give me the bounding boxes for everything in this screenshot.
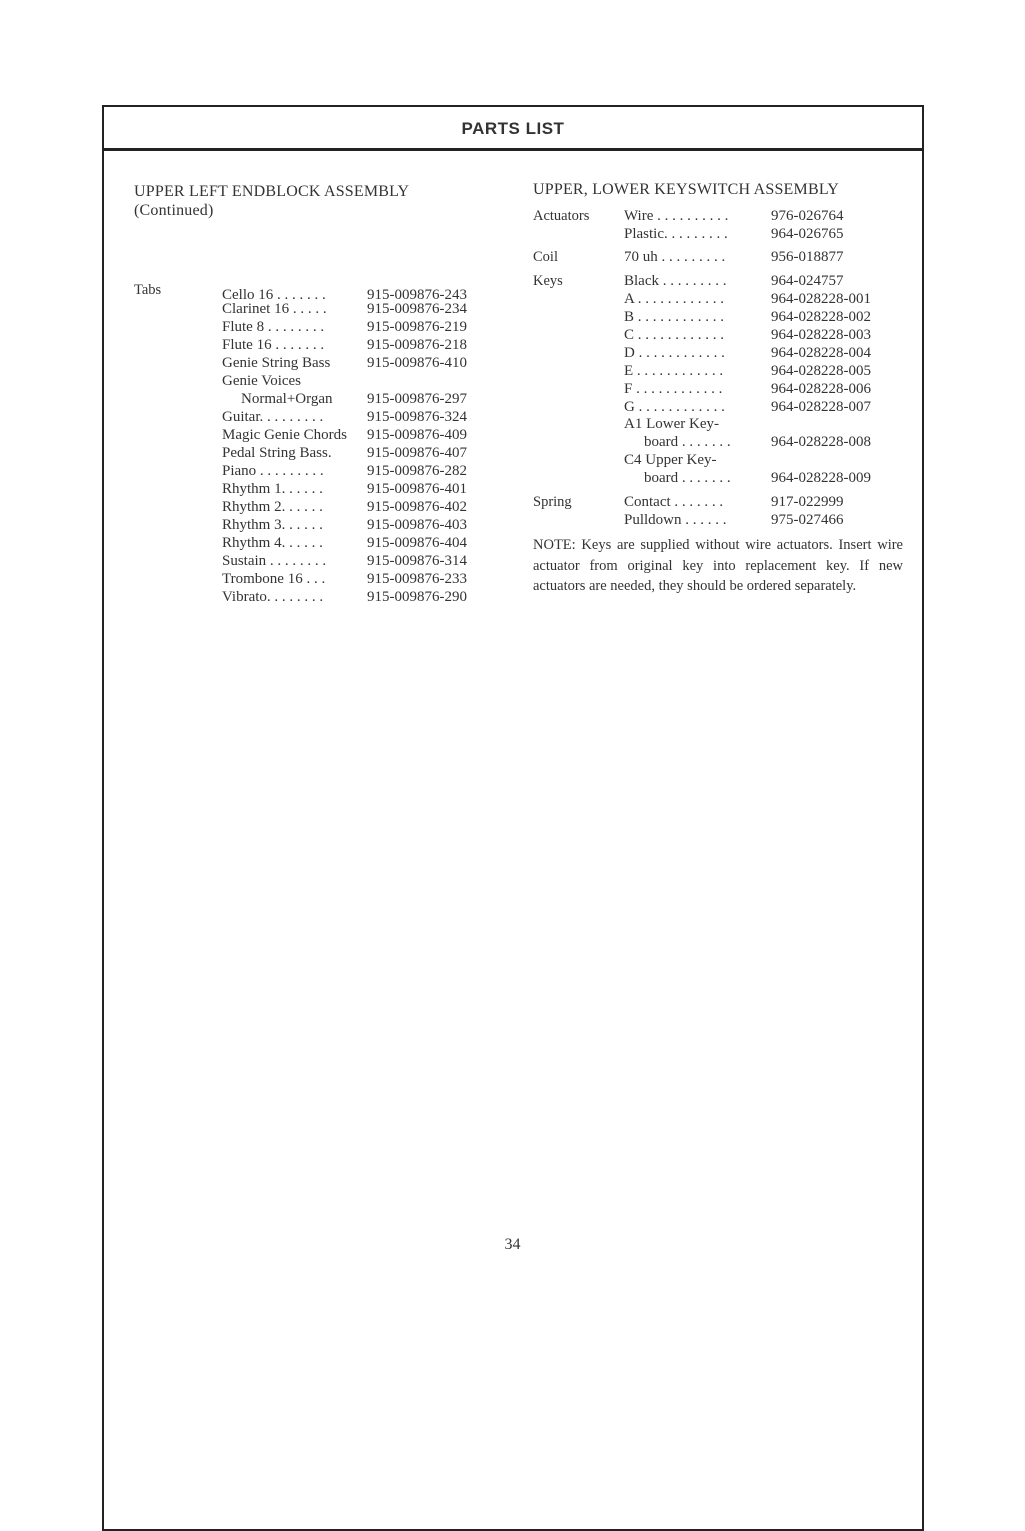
part-name: Black . . . . . . . . . bbox=[624, 273, 727, 289]
part-name: F . . . . . . . . . . . . bbox=[624, 381, 723, 397]
part-name: A . . . . . . . . . . . . bbox=[624, 291, 725, 307]
part-name: Contact . . . . . . . bbox=[624, 494, 724, 510]
part-number: 976-026764 bbox=[771, 208, 844, 224]
part-name: Trombone 16 . . . bbox=[222, 571, 326, 587]
part-number: 917-022999 bbox=[771, 494, 844, 510]
part-number: 915-009876-314 bbox=[367, 553, 467, 569]
part-number: 915-009876-290 bbox=[367, 589, 467, 605]
spring-group-label: Spring bbox=[533, 494, 572, 510]
part-number: 964-028228-001 bbox=[771, 291, 871, 307]
part-number: 915-009876-402 bbox=[367, 499, 467, 515]
part-number: 915-009876-297 bbox=[367, 391, 467, 407]
part-name: Genie Voices bbox=[222, 373, 302, 389]
part-number: 964-028228-005 bbox=[771, 363, 871, 379]
left-section-subtitle: (Continued) bbox=[134, 202, 214, 219]
part-name: B . . . . . . . . . . . . bbox=[624, 309, 725, 325]
part-name: D . . . . . . . . . . . . bbox=[624, 345, 725, 361]
part-name: C . . . . . . . . . . . . bbox=[624, 327, 725, 343]
part-name: Plastic. . . . . . . . . bbox=[624, 226, 728, 242]
part-number: 915-009876-282 bbox=[367, 463, 467, 479]
part-number: 915-009876-404 bbox=[367, 535, 467, 551]
part-number: 915-009876-409 bbox=[367, 427, 467, 443]
part-number: 956-018877 bbox=[771, 249, 844, 265]
part-number: 915-009876-401 bbox=[367, 481, 467, 497]
part-name: Genie String Bass bbox=[222, 355, 331, 371]
part-name: Guitar. . . . . . . . . bbox=[222, 409, 324, 425]
part-name: A1 Lower Key- bbox=[624, 416, 719, 432]
part-name: Piano . . . . . . . . . bbox=[222, 463, 324, 479]
part-number: 915-009876-219 bbox=[367, 319, 467, 335]
part-name: Wire . . . . . . . . . . bbox=[624, 208, 729, 224]
part-name: G . . . . . . . . . . . . bbox=[624, 399, 725, 415]
part-name: Pulldown . . . . . . bbox=[624, 512, 727, 528]
part-number: 964-026765 bbox=[771, 226, 844, 242]
part-name: 70 uh . . . . . . . . . bbox=[624, 249, 726, 265]
part-number: 964-028228-007 bbox=[771, 399, 871, 415]
part-number: 964-028228-006 bbox=[771, 381, 871, 397]
coil-group-label: Coil bbox=[533, 249, 558, 265]
part-number: 915-009876-407 bbox=[367, 445, 467, 461]
parts-list-header bbox=[102, 105, 924, 151]
part-name: E . . . . . . . . . . . . bbox=[624, 363, 724, 379]
part-name: Cello 16 . . . . . . . bbox=[222, 287, 326, 303]
part-number: 964-028228-004 bbox=[771, 345, 871, 361]
part-number: 915-009876-234 bbox=[367, 301, 467, 317]
part-name: Pedal String Bass. bbox=[222, 445, 332, 461]
part-number: 964-028228-009 bbox=[771, 470, 871, 486]
part-number: 915-009876-410 bbox=[367, 355, 467, 371]
part-name: Rhythm 2. . . . . . bbox=[222, 499, 323, 515]
tabs-group-label: Tabs bbox=[134, 282, 162, 298]
part-number: 975-027466 bbox=[771, 512, 844, 528]
keys-group-label: Keys bbox=[533, 273, 563, 289]
part-number: 915-009876-324 bbox=[367, 409, 467, 425]
part-name: board . . . . . . . bbox=[644, 470, 731, 486]
part-name: Flute 16 . . . . . . . bbox=[222, 337, 325, 353]
part-number: 964-028228-003 bbox=[771, 327, 871, 343]
part-name: Sustain . . . . . . . . bbox=[222, 553, 327, 569]
part-number: 915-009876-403 bbox=[367, 517, 467, 533]
part-name: Rhythm 3. . . . . . bbox=[222, 517, 323, 533]
part-name: Normal+Organ bbox=[241, 391, 333, 407]
part-name: Magic Genie Chords bbox=[222, 427, 347, 443]
part-name: Clarinet 16 . . . . . bbox=[222, 301, 327, 317]
page-number: 34 bbox=[504, 1236, 521, 1253]
note-text: NOTE: Keys are supplied without wire actuators. Insert wire actuator from original key into replacement key. If new actuators are needed, they should be ordered separately. bbox=[533, 537, 903, 594]
part-number: 964-028228-008 bbox=[771, 434, 871, 450]
page-title: PARTS LIST bbox=[461, 118, 565, 138]
part-name: board . . . . . . . bbox=[644, 434, 731, 450]
part-number: 964-024757 bbox=[771, 273, 844, 289]
right-section-title: UPPER, LOWER KEYSWITCH ASSEMBLY bbox=[533, 181, 839, 198]
part-number: 915-009876-218 bbox=[367, 337, 467, 353]
part-name: Flute 8 . . . . . . . . bbox=[222, 319, 325, 335]
left-section-title: UPPER LEFT ENDBLOCK ASSEMBLY bbox=[134, 183, 410, 200]
part-number: 915-009876-233 bbox=[367, 571, 467, 587]
actuators-group-label: Actuators bbox=[533, 208, 590, 224]
part-name: Rhythm 4. . . . . . bbox=[222, 535, 323, 551]
part-name: Rhythm 1. . . . . . bbox=[222, 481, 323, 497]
part-name: C4 Upper Key- bbox=[624, 452, 717, 468]
part-number: 964-028228-002 bbox=[771, 309, 871, 325]
part-number: 915-009876-243 bbox=[367, 287, 467, 303]
part-name: Vibrato. . . . . . . . bbox=[222, 589, 324, 605]
